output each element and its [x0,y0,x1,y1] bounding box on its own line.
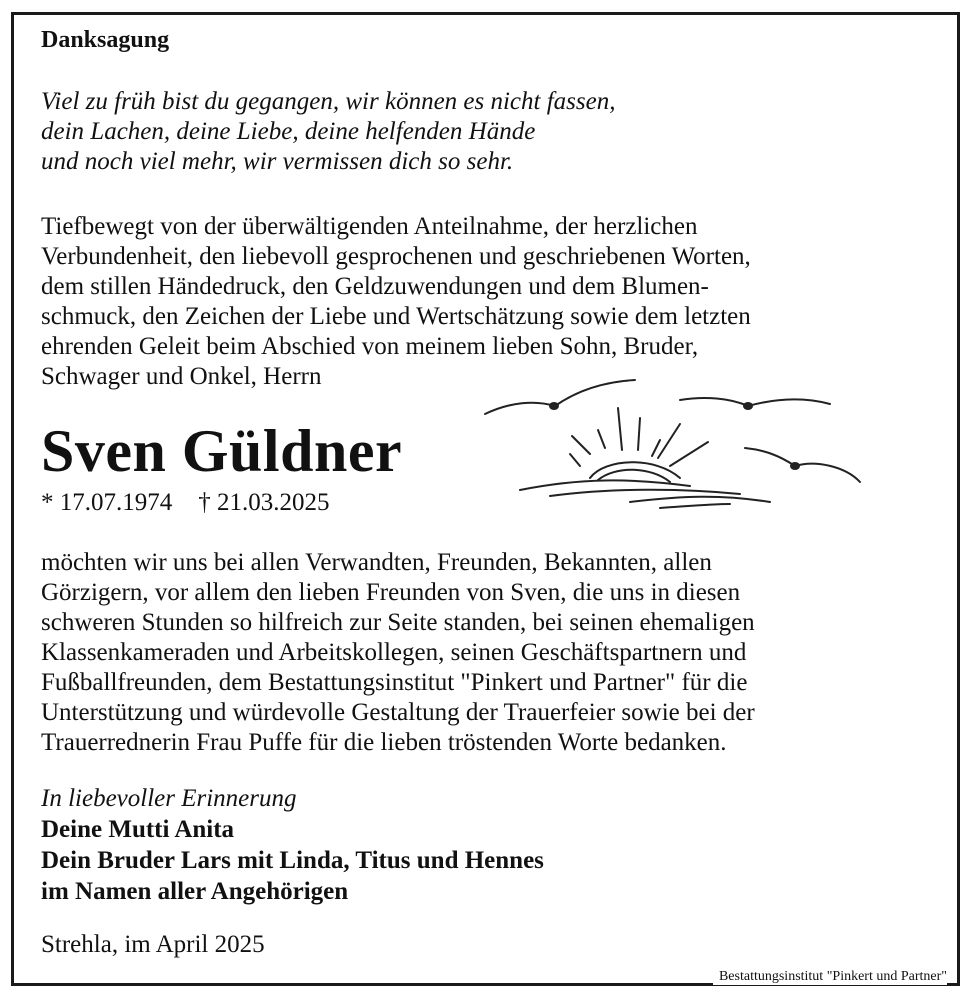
text-line: Tiefbewegt von der überwältigenden Anteilnahme, der herzlichen [41,213,698,240]
text-line: möchten wir uns bei allen Verwandten, Freunden, Bekannten, allen [41,549,712,576]
thanks-paragraph-1 [41,212,751,392]
deceased-name: Sven Güldner [41,418,403,484]
life-dates [41,489,330,517]
text-line: schmuck, den Zeichen der Liebe und Wertschätzung sowie dem letzten [41,303,751,330]
text-line: Schwager und Onkel, Herrn [41,363,322,390]
text-line: Klassenkameraden und Arbeitskollegen, seinen Geschäftspartnern und [41,639,747,666]
bird-body [549,402,559,410]
poem-line: und noch viel mehr, wir vermissen dich so sehr. [41,148,514,175]
text-line: ehrenden Geleit beim Abschied von meinem lieben Sohn, Bruder, [41,333,699,360]
bird-body [743,402,753,410]
place-date: Strehla, im April 2025 [41,931,265,958]
bird-icon [485,403,555,414]
signature-intro: In liebevoller Erinnerung [41,785,297,812]
sunset-birds-illustration [480,370,870,530]
signature-line: im Namen aller Angehörigen [41,878,349,905]
signature-block [41,783,544,907]
bird-body [790,462,800,470]
text-line: schweren Stunden so hilfreich zur Seite standen, bei seinen ehemaligen [41,609,755,636]
birth-date: * 17.07.1974 [41,489,173,516]
death-date: † 21.03.2025 [198,489,330,516]
text-line: Görzigern, vor allem den lieben Freunden von Sven, die uns in diesen [41,579,741,606]
poem [41,87,615,177]
thanks-paragraph-2 [41,548,755,758]
poem-line: Viel zu früh bist du gegangen, wir können es nicht fassen, [41,88,616,115]
text-line: Verbundenheit, den liebevoll gesprochenen und geschriebenen Worten, [41,243,751,270]
funeral-home-credit: Bestattungsinstitut "Pinkert und Partner" [713,969,947,985]
signature-line: Dein Bruder Lars mit Linda, Titus und Hennes [41,847,544,874]
signature-line: Deine Mutti Anita [41,816,235,843]
text-line: Unterstützung und würdevolle Gestaltung der Trauerfeier sowie bei der [41,699,755,726]
text-line: Fußballfreunden, dem Bestattungsinstitut "Pinkert und Partner" für die [41,669,748,696]
poem-line: dein Lachen, deine Liebe, deine helfenden Hände [41,118,536,145]
heading: Danksagung [41,27,170,53]
text-line: dem stillen Händedruck, den Geldzuwendungen und dem Blumen- [41,273,709,300]
text-line: Trauerrednerin Frau Puffe für die lieben tröstenden Worte bedanken. [41,729,727,756]
